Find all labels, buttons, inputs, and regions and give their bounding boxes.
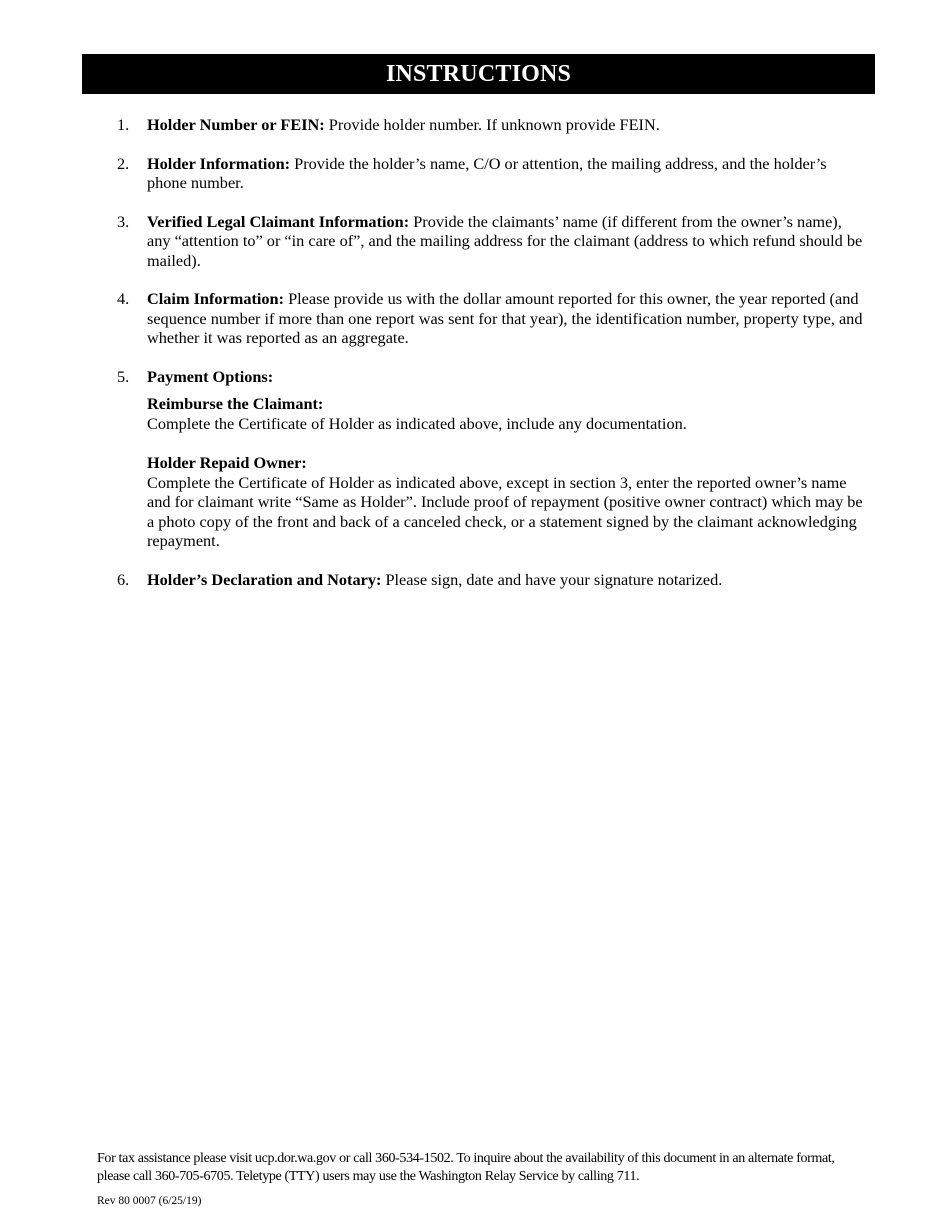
item-number: 5.	[117, 366, 130, 386]
item-text: Please sign, date and have your signature notarized.	[381, 569, 723, 589]
item-number: 3.	[117, 211, 130, 231]
subsection-reimburse-claimant	[147, 394, 869, 433]
item-label: Holder Information:	[147, 153, 291, 173]
instruction-item-holder-information	[117, 153, 869, 193]
item-text: Provide holder number. If unknown provide FEIN.	[324, 115, 660, 134]
item-label: Payment Options:	[147, 366, 274, 386]
footer-assistance-text: For tax assistance please visit ucp.dor.wa.gov or call 360-534-1502. To inquire about the availability of this document in an alternate format, please call 360-705-6705. Teletype (TTY) users may use the Washington Relay Service by calling 711.	[97, 1151, 835, 1184]
item-label: Verified Legal Claimant Information:	[147, 211, 410, 231]
item-text: Provide the holder’s name, C/O or attention, the mailing address, and the holder’s phone number.	[147, 153, 827, 192]
item-text: Provide the claimants’ name (if different from the owner’s name), any “attention to” or “in care of”, and the mailing address for the claimant (address to which refund should be mailed).	[147, 211, 863, 270]
instruction-item-holder-number	[117, 115, 869, 135]
item-label: Holder’s Declaration and Notary:	[147, 569, 382, 589]
item-number: 4.	[117, 289, 130, 308]
revision-code: Rev 80 0007 (6/25/19)	[97, 1195, 202, 1207]
item-label: Claim Information:	[147, 289, 285, 308]
subsection-text: Complete the Certificate of Holder as indicated above, except in section 3, enter the reported owner’s name and for claimant write “Same as Holder”. Include proof of repayment (positive owner contract) which may be a photo copy of the front and back of a canceled check, or a statement signed by the claimant acknowledging repayment.	[147, 472, 863, 550]
instruction-item-claimant-information	[117, 211, 869, 271]
page-title: INSTRUCTIONS	[385, 60, 572, 87]
item-number: 2.	[117, 153, 130, 173]
subsection-heading: Holder Repaid Owner:	[147, 453, 307, 472]
instruction-item-claim-information	[117, 289, 869, 348]
instructions-header-bar	[82, 54, 875, 94]
item-number: 6.	[117, 569, 130, 589]
subsection-heading: Reimburse the Claimant:	[147, 394, 324, 413]
instruction-item-declaration-notary	[117, 569, 869, 590]
instruction-item-payment-options	[117, 366, 869, 551]
instructions-list	[0, 115, 950, 608]
item-text: Please provide us with the dollar amount reported for this owner, the year reported (and sequence number if more than one report was sent for that year), the identification number, property type, and whether it was reported as an aggregate.	[147, 289, 863, 347]
item-label: Holder Number or FEIN:	[147, 115, 325, 134]
item-number: 1.	[117, 115, 130, 134]
subsection-text: Complete the Certificate of Holder as indicated above, include any documentation.	[147, 413, 687, 433]
subsection-holder-repaid-owner	[147, 453, 869, 551]
